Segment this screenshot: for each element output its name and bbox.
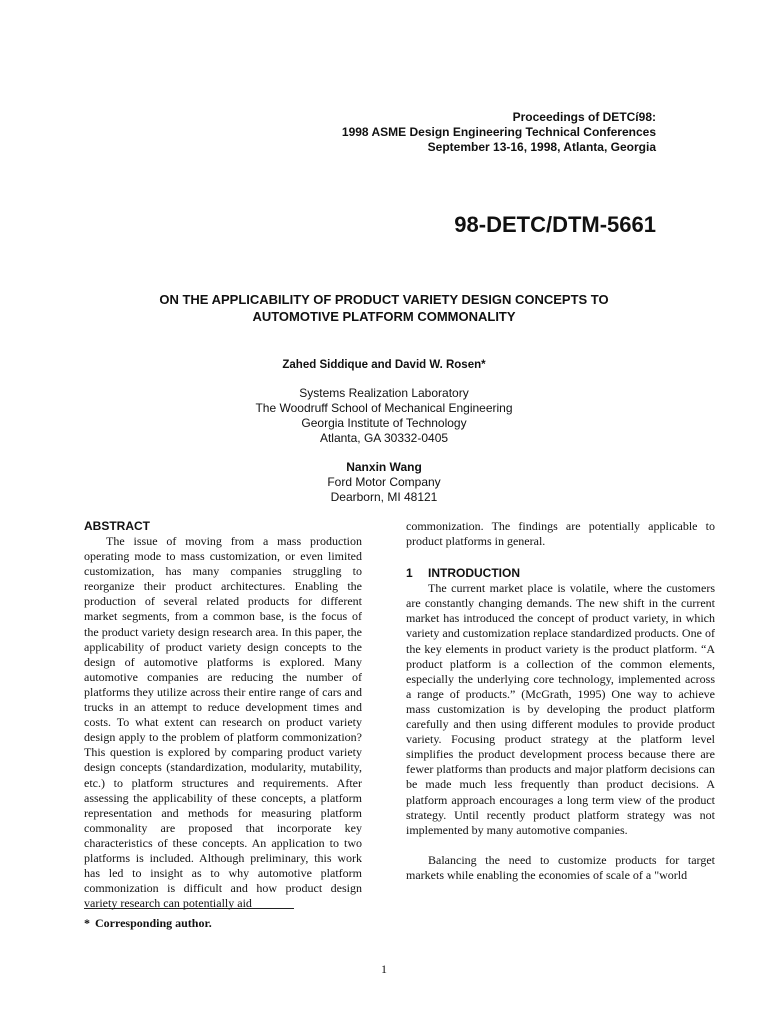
affiliation-ford: [0, 460, 768, 505]
footnote-marker: *: [84, 916, 90, 930]
introduction-heading: [406, 566, 715, 581]
right-column: [406, 519, 715, 883]
paper-title: [0, 291, 768, 325]
proceedings-header: [342, 110, 656, 155]
affiliation-line: Ford Motor Company: [327, 475, 441, 489]
affiliation-line: Dearborn, MI 48121: [330, 490, 438, 504]
affiliation-line: The Woodruff School of Mechanical Engineering: [255, 401, 513, 415]
affiliation-georgia-tech: [0, 386, 768, 446]
section-number: 1: [406, 566, 413, 581]
footnote-text: Corresponding author.: [95, 916, 212, 930]
title-line: AUTOMOTIVE PLATFORM COMMONALITY: [252, 309, 516, 324]
secondary-author: Nanxin Wang: [346, 460, 422, 474]
affiliation-line: Georgia Institute of Technology: [301, 416, 467, 430]
introduction-paragraph: Balancing the need to customize products for target markets while enabling the economies of scale of a "world: [406, 852, 715, 882]
abstract-continuation: commonization. The findings are potentially applicable to product platforms in general.: [406, 519, 715, 549]
abstract-text: The issue of moving from a mass production operating mode to mass customization, or even limited customization, has many companies struggling to reorganize their product architectures. Enabling the production of several related products for different market segments, from a common base, is the focus of the product variety design research area. In this paper, the applicability of product variety design concepts to the design of automotive platforms is explored. Many automotive companies are reducing the number of platforms they utilize across their entire range of cars and trucks in an attempt to reduce development times and costs. To what extent can research on product variety design apply to the problem of platform commonization? This question is explored by comparing product variety design concepts (standardization, modularity, mutability, etc.) to platform structures and requirements. After assessing the applicability of these concepts, a platform representation and methods for measuring platform commonality are proposed that incorporate key characteristics of these concepts. An application to two platforms is included. Although preliminary, this work has led to insight as to why automotive platform commonization is difficult and how product design variety research can potentially aid: [84, 534, 362, 911]
footnote: [84, 916, 384, 931]
title-line: ON THE APPLICABILITY OF PRODUCT VARIETY DESIGN CONCEPTS TO: [159, 292, 609, 307]
section-title: INTRODUCTION: [428, 566, 520, 581]
introduction-paragraph: The current market place is volatile, where the customers are constantly changing demands. The new shift in the current market has introduced the concept of product variety, in which variety and customization replace standardized products. One of the key elements in product variety is the product platform. “A product platform is a collection of the common elements, especially the underlying core technology, implemented across a range of products.” (McGrath, 1995) One way to achieve mass customization is by developing the product platform carefully and then using different modules to provide product variety. Focusing product strategy at the platform level simplifies the product development process because there are fewer platforms than products and major platform decisions can be made much less frequently than product decisions. A platform approach encourages a long term view of the product strategy. Until recently product platform strategy was not implemented by many automotive companies.: [406, 581, 715, 837]
conference-line: 1998 ASME Design Engineering Technical Conferences: [341, 125, 656, 139]
footnote-divider: [84, 908, 294, 909]
proceedings-line: Proceedings of DETCí98:: [512, 110, 656, 124]
page-number: 1: [381, 962, 387, 976]
affiliation-line: Atlanta, GA 30332-0405: [319, 431, 449, 445]
primary-authors: Zahed Siddique and David W. Rosen*: [282, 359, 486, 371]
abstract-heading: ABSTRACT: [84, 519, 150, 533]
affiliation-line: Systems Realization Laboratory: [299, 386, 469, 400]
date-location-line: September 13-16, 1998, Atlanta, Georgia: [427, 140, 656, 154]
left-column: [84, 519, 362, 911]
paper-id: 98-DETC/DTM-5661: [454, 212, 656, 237]
